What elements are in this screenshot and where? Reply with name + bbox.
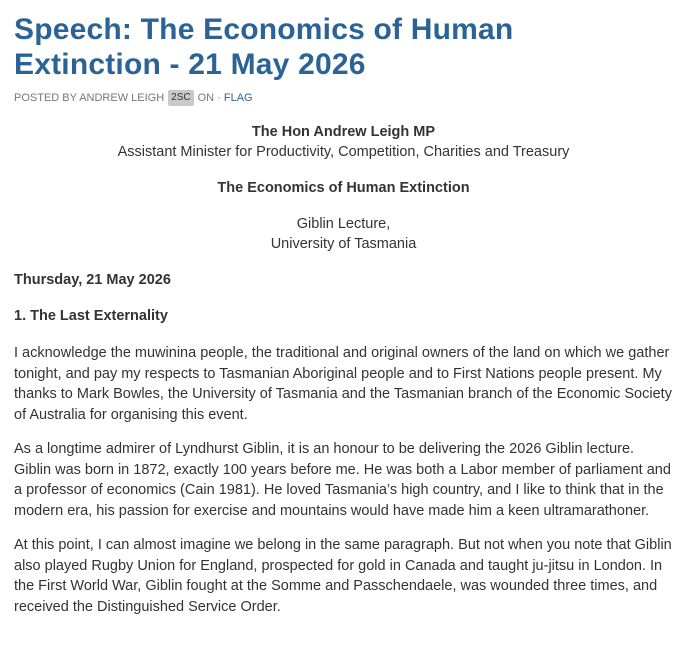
post-title-line-2[interactable]: Extinction - 21 May 2026 bbox=[14, 48, 366, 81]
paragraph: As a longtime admirer of Lyndhurst Giblin, it is an honour to be delivering the 2026 Giblin lecture. Giblin was born in 1872, exactly 100 years before me. He was both a Labor member of parliament and a professor of economics (Cain 1981). He loved Tasmania’s high country, and I like to think that in the modern era, his passion for exercise and mountains would have made him a keen ultramarathoner. bbox=[14, 441, 671, 519]
speaker-name: The Hon Andrew Leigh MP bbox=[251, 124, 436, 140]
venue-line-2: University of Tasmania bbox=[270, 236, 417, 252]
speech-title: The Economics of Human Extinction bbox=[217, 180, 470, 196]
posted-on-text: ON · bbox=[197, 92, 221, 104]
speaker-role: Assistant Minister for Productivity, Competition, Charities and Treasury bbox=[117, 144, 570, 160]
author-badge: 2SC bbox=[168, 90, 193, 106]
posted-by-text: POSTED BY ANDREW LEIGH bbox=[14, 92, 165, 104]
paragraph: At this point, I can almost imagine we belong in the same paragraph. But not when you note that Giblin also played Rugby Union for England, prospected for gold in Canada and taught ju-jitsu in London. In the First World War, Giblin fought at the Somme and Passchendaele, was wounded three times, and received the Distinguished Service Order. bbox=[14, 537, 672, 615]
speaker-block bbox=[14, 122, 673, 162]
post-title-line-1[interactable]: Speech: The Economics of Human bbox=[14, 13, 514, 46]
flag-link[interactable]: FLAG bbox=[223, 92, 253, 104]
speech-date: Thursday, 21 May 2026 bbox=[14, 272, 171, 288]
paragraph: I acknowledge the muwinina people, the traditional and original owners of the land on which we gather tonight, and pay my respects to Tasmanian Aboriginal people and to First Nations people present. My thanks to Mark Bowles, the University of Tasmania and the Tasmanian branch of the Economic Society of Australia for organising this event. bbox=[14, 345, 672, 423]
venue-line-1: Giblin Lecture, bbox=[296, 216, 391, 232]
post-title[interactable] bbox=[14, 12, 673, 82]
post-meta bbox=[14, 90, 673, 106]
venue-block bbox=[14, 214, 673, 254]
speech-title-block bbox=[14, 178, 673, 198]
section-heading: 1. The Last Externality bbox=[14, 308, 168, 324]
